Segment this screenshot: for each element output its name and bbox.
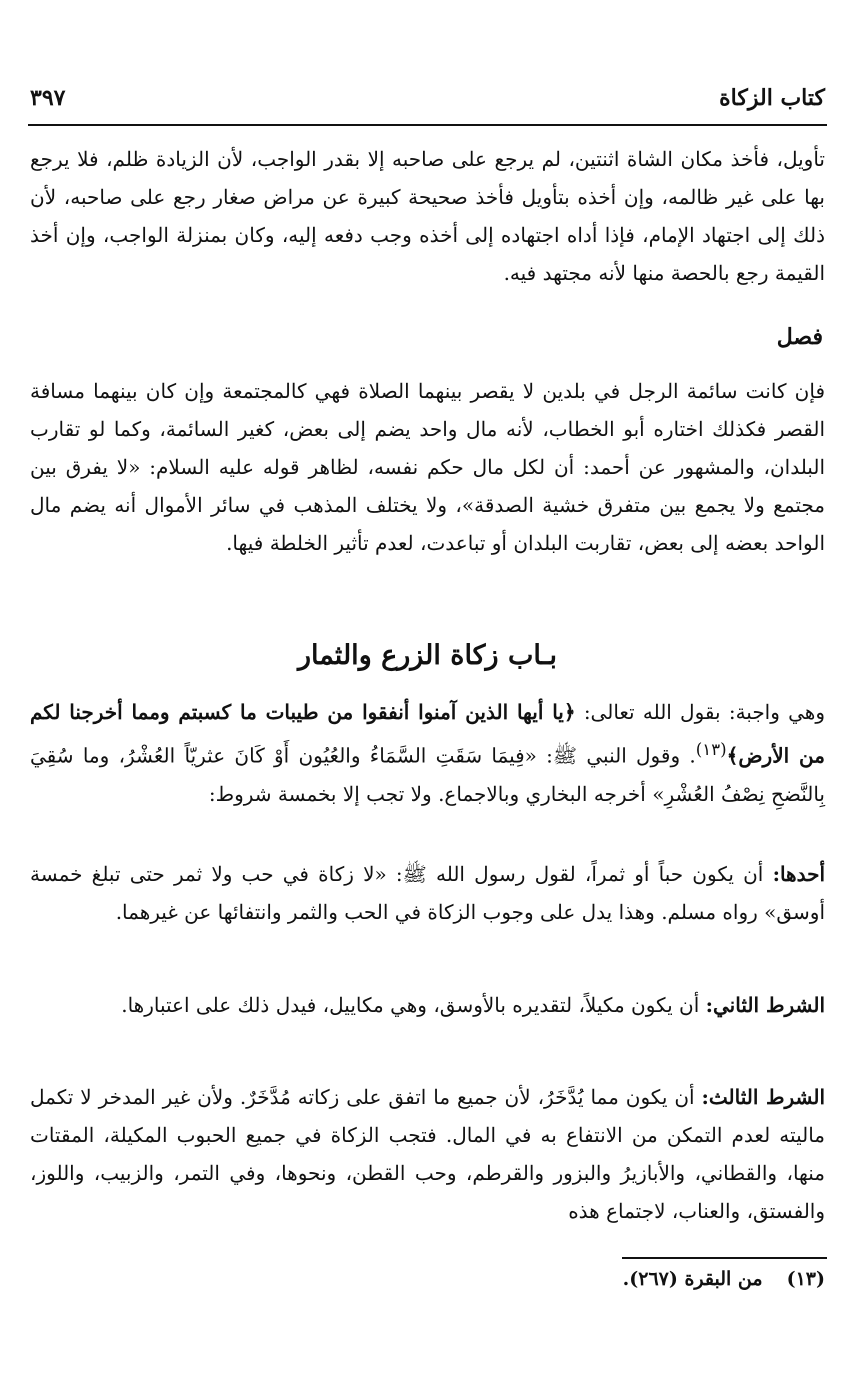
header-rule bbox=[28, 124, 827, 126]
condition-2 bbox=[30, 986, 825, 1024]
fasl-paragraph: فإن كانت سائمة الرجل في بلدين لا يقصر بينهما الصلاة فهي كالمجتمعة وإن كان بينهما مسافة القصر فكذلك اختاره أبو الخطاب، لأنه مال واحد يضم إلى بعض، كغير السائمة، وكما لو تقارب البلدان، والمشهور عن أحمد: أن لكل مال حكم نفسه، لظاهر قوله عليه السلام: «لا يفرق بين مجتمع ولا يجمع بين متفرق خشية الصدقة»، ولا يختلف المذهب في سائر الأموال أنه يضم مال الواحد بعضه إلى بعض، تقاربت البلدان أو تباعدت، لعدم تأثير الخلطة فيها. bbox=[30, 379, 825, 555]
intro-paragraph bbox=[30, 693, 825, 813]
footnote bbox=[30, 1268, 825, 1290]
condition-1 bbox=[30, 855, 825, 931]
condition-1-label: أحدها: bbox=[772, 862, 826, 886]
intro-text-1: وهي واجبة: بقول الله تعالى: bbox=[575, 700, 825, 724]
condition-3-label: الشرط الثالث: bbox=[701, 1085, 825, 1109]
footnote-reference: (١٣) bbox=[695, 740, 727, 759]
condition-2-text: أن يكون مكيلاً، لتقديره بالأوسق، وهي مكاييل، فيدل ذلك على اعتبارها. bbox=[121, 993, 706, 1017]
quran-verse: ﴿يا أيها الذين آمنوا أنفقوا من طيبات ما كسبتم ومما أخرجنا لكم من الأرض﴾ bbox=[30, 700, 825, 768]
condition-3-block bbox=[30, 1078, 825, 1230]
top-paragraph-block bbox=[30, 140, 825, 292]
condition-2-block bbox=[30, 986, 825, 1024]
intro-text-2: . وقول النبي ﷺ: «فِيمَا سَقَتِ السَّمَاءُ والعُيُون أَوْ كَانَ عثريّاً العُشْرُ، وما سُقِيَ بِالنَّضحِ نِصْفُ العُشْرِ» أخرجه البخاري وبالاجماع. ولا تجب إلا بخمسة شروط: bbox=[30, 743, 825, 806]
footnote-rule bbox=[622, 1257, 827, 1259]
condition-3-text: أن يكون مما يُدَّخَرُ، لأن جميع ما اتفق على زكاته مُدَّخَرٌ. ولأن غير المدخر لا تكمل ماليته لعدم التمكن من الانتفاع به في المال. فتجب الزكاة في جميع الحبوب المكيلة، المقتات منها، والقطاني، والأبازيرُ والبزور والقرطم، وحب القطن، ونحوها، وفي التمر، والزبيب، واللوز، والفستق، والعناب، لاجتماع هذه bbox=[30, 1085, 826, 1223]
condition-3 bbox=[30, 1078, 825, 1230]
intro-paragraph-block bbox=[30, 693, 825, 813]
page-number: ٣٩٧ bbox=[30, 85, 66, 111]
section-heading-fasl: فصل bbox=[776, 324, 823, 350]
condition-1-block bbox=[30, 855, 825, 931]
fasl-paragraph-block bbox=[30, 372, 825, 562]
condition-2-label: الشرط الثاني: bbox=[705, 993, 825, 1017]
continuation-paragraph: تأويل، فأخذ مكان الشاة اثنتين، لم يرجع على صاحبه إلا بقدر الواجب، لأن الزيادة ظلم، فلا يرجع بها على غير ظالمه، وإن أخذه بتأويل فأخذ صحيحة كبيرة عن مراض صغار رجع على صاحبه، لأن ذلك إلى اجتهاد الإمام، فإذا أداه اجتهاده إلى أخذه وجب دفعه إليه، وكان بمنزلة الواجب، وإن أخذ القيمة رجع بالحصة منها لأنه مجتهد فيه. bbox=[30, 147, 825, 285]
condition-1-text: أن يكون حباً أو ثمراً، لقول رسول الله ﷺ: «لا زكاة في حب ولا ثمر حتى تبلغ خمسة أوسق» رواه مسلم. وهذا يدل على وجوب الزكاة في الحب والثمر وانتفائها عن غيرهما. bbox=[30, 862, 825, 924]
chapter-title: بـاب زكاة الزرع والثمار bbox=[297, 640, 558, 671]
footnote-text: من البقرة (٢٦٧). bbox=[622, 1268, 763, 1290]
footnote-number: (١٣) bbox=[786, 1268, 825, 1290]
running-title: كتاب الزكاة bbox=[719, 85, 825, 111]
page-header bbox=[30, 78, 825, 118]
